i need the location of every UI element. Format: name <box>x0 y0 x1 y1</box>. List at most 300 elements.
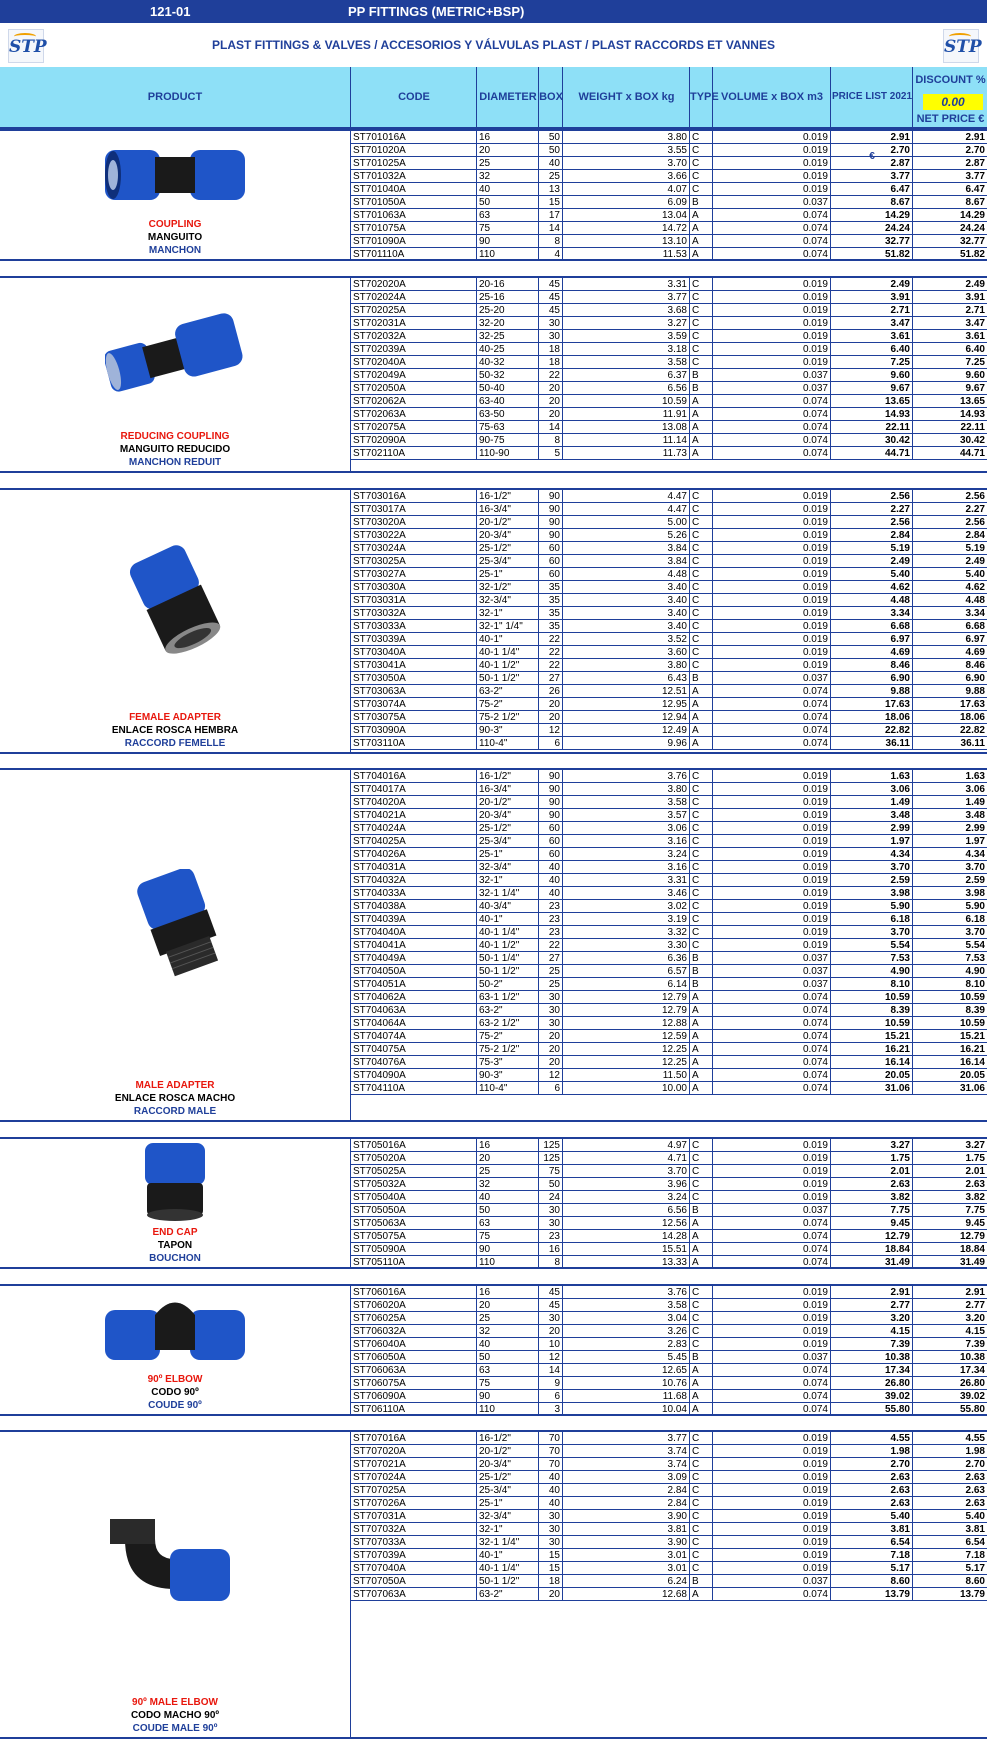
cell-diameter: 40 <box>476 1191 538 1204</box>
cell-diameter: 20 <box>476 144 538 157</box>
cell-net-price: 5.40 <box>912 568 987 581</box>
cell-net-price: 4.69 <box>912 646 987 659</box>
cell-volume: 0.019 <box>712 330 830 343</box>
table-row <box>350 1043 987 1056</box>
cell-code: ST707024A <box>350 1471 476 1484</box>
cell-net-price: 8.10 <box>912 978 987 991</box>
cell-type: C <box>689 887 712 900</box>
cell-net-price: 7.53 <box>912 952 987 965</box>
col-weight: WEIGHT x BOX kg <box>562 67 690 127</box>
cell-type: A <box>689 447 712 460</box>
product-cell <box>0 1286 351 1414</box>
cell-price: 16.21 <box>830 1043 912 1056</box>
cell-net-price: 3.82 <box>912 1191 987 1204</box>
cell-volume: 0.037 <box>712 1204 830 1217</box>
cell-volume: 0.019 <box>712 356 830 369</box>
table-row <box>350 724 987 737</box>
cell-price: 2.63 <box>830 1471 912 1484</box>
cell-box: 15 <box>538 1549 562 1562</box>
cell-box: 4 <box>538 248 562 261</box>
cell-volume: 0.019 <box>712 809 830 822</box>
product-label-es: ENLACE ROSCA HEMBRA <box>111 725 239 736</box>
cell-weight: 3.26 <box>562 1325 689 1338</box>
cell-diameter: 75-2 1/2" <box>476 1043 538 1056</box>
cell-diameter: 20-3/4" <box>476 529 538 542</box>
table-row <box>350 1325 987 1338</box>
cell-volume: 0.074 <box>712 711 830 724</box>
cell-price: 17.34 <box>830 1364 912 1377</box>
catalog-code: 121-01 <box>150 4 191 19</box>
cell-price: 4.62 <box>830 581 912 594</box>
cell-weight: 3.40 <box>562 581 689 594</box>
cell-diameter: 32-1 1/4" <box>476 887 538 900</box>
cell-type: A <box>689 737 712 750</box>
cell-price: 2.70 <box>830 1458 912 1471</box>
male-adapter-image <box>105 869 245 984</box>
cell-weight: 3.46 <box>562 887 689 900</box>
cell-type: A <box>689 248 712 261</box>
cell-diameter: 75-2 1/2" <box>476 711 538 724</box>
cell-weight: 4.71 <box>562 1152 689 1165</box>
cell-price: 10.38 <box>830 1351 912 1364</box>
table-row <box>350 835 987 848</box>
cell-weight: 3.66 <box>562 170 689 183</box>
cell-price: 7.75 <box>830 1204 912 1217</box>
table-row <box>350 1484 987 1497</box>
cell-type: C <box>689 490 712 503</box>
table-row <box>350 607 987 620</box>
cell-net-price: 1.98 <box>912 1445 987 1458</box>
cell-volume: 0.074 <box>712 248 830 261</box>
cell-net-price: 13.79 <box>912 1588 987 1601</box>
cell-diameter: 32-3/4" <box>476 1510 538 1523</box>
cell-box: 125 <box>538 1139 562 1152</box>
cell-box: 22 <box>538 939 562 952</box>
cell-weight: 12.25 <box>562 1043 689 1056</box>
cell-net-price: 3.34 <box>912 607 987 620</box>
cell-code: ST704038A <box>350 900 476 913</box>
table-row <box>350 796 987 809</box>
cell-diameter: 63 <box>476 1217 538 1230</box>
cell-code: ST703040A <box>350 646 476 659</box>
cell-price: 10.59 <box>830 1017 912 1030</box>
cell-box: 10 <box>538 1338 562 1351</box>
cell-diameter: 25-20 <box>476 304 538 317</box>
cell-type: C <box>689 1152 712 1165</box>
cell-box: 75 <box>538 1165 562 1178</box>
cell-net-price: 6.40 <box>912 343 987 356</box>
cell-diameter: 63-50 <box>476 408 538 421</box>
cell-code: ST704040A <box>350 926 476 939</box>
table-row <box>350 659 987 672</box>
cell-diameter: 110 <box>476 1403 538 1416</box>
cell-weight: 11.73 <box>562 447 689 460</box>
cell-price: 44.71 <box>830 447 912 460</box>
cell-code: ST704039A <box>350 913 476 926</box>
cell-type: C <box>689 1510 712 1523</box>
cell-weight: 4.97 <box>562 1139 689 1152</box>
cell-price: 3.47 <box>830 317 912 330</box>
table-row <box>350 1230 987 1243</box>
cell-price: 3.34 <box>830 607 912 620</box>
cell-code: ST703017A <box>350 503 476 516</box>
cell-net-price: 4.62 <box>912 581 987 594</box>
cell-box: 25 <box>538 965 562 978</box>
cell-box: 12 <box>538 724 562 737</box>
cell-type: B <box>689 196 712 209</box>
product-label-es: CODO 90º <box>151 1387 199 1398</box>
table-row <box>350 490 987 503</box>
cell-diameter: 32 <box>476 170 538 183</box>
cell-code: ST701016A <box>350 131 476 144</box>
table-row <box>350 874 987 887</box>
cell-code: ST705050A <box>350 1204 476 1217</box>
table-row <box>350 542 987 555</box>
cell-volume: 0.074 <box>712 408 830 421</box>
cell-weight: 6.36 <box>562 952 689 965</box>
cell-type: C <box>689 330 712 343</box>
cell-box: 3 <box>538 1403 562 1416</box>
cell-price: 6.47 <box>830 183 912 196</box>
cell-net-price: 5.17 <box>912 1562 987 1575</box>
cell-price: 2.91 <box>830 1286 912 1299</box>
cell-net-price: 7.39 <box>912 1338 987 1351</box>
cell-weight: 3.24 <box>562 848 689 861</box>
cell-net-price: 17.34 <box>912 1364 987 1377</box>
cell-net-price: 4.34 <box>912 848 987 861</box>
product-label-en: MALE ADAPTER <box>135 1080 215 1091</box>
table-row <box>350 633 987 646</box>
cell-price: 8.46 <box>830 659 912 672</box>
cell-price: 6.97 <box>830 633 912 646</box>
cell-box: 50 <box>538 144 562 157</box>
cell-price: 31.06 <box>830 1082 912 1095</box>
cell-weight: 10.04 <box>562 1403 689 1416</box>
cell-price: 6.54 <box>830 1536 912 1549</box>
cell-code: ST704017A <box>350 783 476 796</box>
cell-diameter: 63 <box>476 209 538 222</box>
cell-type: A <box>689 434 712 447</box>
cell-type: C <box>689 900 712 913</box>
cell-volume: 0.074 <box>712 724 830 737</box>
cell-price: 39.02 <box>830 1390 912 1403</box>
cell-box: 27 <box>538 672 562 685</box>
cell-weight: 3.84 <box>562 555 689 568</box>
cell-type: A <box>689 1082 712 1095</box>
cell-code: ST702090A <box>350 434 476 447</box>
cell-volume: 0.019 <box>712 796 830 809</box>
cell-box: 27 <box>538 952 562 965</box>
cell-price: 3.98 <box>830 887 912 900</box>
cell-box: 35 <box>538 581 562 594</box>
cell-net-price: 3.81 <box>912 1523 987 1536</box>
cell-code: ST705090A <box>350 1243 476 1256</box>
cell-box: 45 <box>538 1286 562 1299</box>
cell-weight: 12.79 <box>562 1004 689 1017</box>
cell-box: 17 <box>538 209 562 222</box>
cell-volume: 0.037 <box>712 369 830 382</box>
table-row <box>350 965 987 978</box>
cell-code: ST702063A <box>350 408 476 421</box>
cell-price: 17.63 <box>830 698 912 711</box>
cell-volume: 0.019 <box>712 926 830 939</box>
cell-type: B <box>689 965 712 978</box>
cell-type: C <box>689 356 712 369</box>
cell-code: ST706032A <box>350 1325 476 1338</box>
cell-volume: 0.019 <box>712 581 830 594</box>
table-row <box>350 1403 987 1416</box>
cell-price: 7.25 <box>830 356 912 369</box>
cell-net-price: 2.91 <box>912 131 987 144</box>
cell-diameter: 32-1/2" <box>476 581 538 594</box>
table-row <box>350 1017 987 1030</box>
cell-price: 1.97 <box>830 835 912 848</box>
cell-diameter: 40-1 1/2" <box>476 939 538 952</box>
cell-volume: 0.074 <box>712 1217 830 1230</box>
cell-diameter: 40-32 <box>476 356 538 369</box>
product-label-fr: MANCHON <box>148 245 202 256</box>
cell-diameter: 20-3/4" <box>476 1458 538 1471</box>
cell-code: ST707032A <box>350 1523 476 1536</box>
cell-box: 40 <box>538 1484 562 1497</box>
cell-volume: 0.037 <box>712 196 830 209</box>
cell-volume: 0.074 <box>712 1403 830 1416</box>
female-adapter-image <box>105 545 245 660</box>
cell-type: B <box>689 369 712 382</box>
cell-box: 20 <box>538 1325 562 1338</box>
cell-box: 40 <box>538 874 562 887</box>
product-cell <box>0 1432 351 1737</box>
cell-diameter: 110 <box>476 248 538 261</box>
cell-weight: 12.25 <box>562 1056 689 1069</box>
product-label-en: FEMALE ADAPTER <box>129 712 221 723</box>
cell-box: 60 <box>538 568 562 581</box>
cell-type: A <box>689 1043 712 1056</box>
cell-type: C <box>689 581 712 594</box>
cell-box: 60 <box>538 822 562 835</box>
cell-box: 30 <box>538 1004 562 1017</box>
cell-volume: 0.019 <box>712 646 830 659</box>
cell-net-price: 3.20 <box>912 1312 987 1325</box>
net-price-label: NET PRICE € <box>916 113 985 125</box>
cell-code: ST703110A <box>350 737 476 750</box>
subtitle-bar <box>0 23 987 69</box>
stp-logo-right: STP <box>943 29 979 63</box>
cell-price: 4.69 <box>830 646 912 659</box>
cell-type: A <box>689 711 712 724</box>
cell-diameter: 25 <box>476 157 538 170</box>
cell-box: 20 <box>538 1043 562 1056</box>
cell-code: ST703074A <box>350 698 476 711</box>
col-diameter: DIAMETER <box>476 67 539 127</box>
cell-net-price: 22.82 <box>912 724 987 737</box>
table-row <box>350 317 987 330</box>
cell-type: C <box>689 913 712 926</box>
cell-weight: 3.30 <box>562 939 689 952</box>
cell-net-price: 30.42 <box>912 434 987 447</box>
cell-net-price: 6.47 <box>912 183 987 196</box>
cell-code: ST705020A <box>350 1152 476 1165</box>
cell-diameter: 63-2 1/2" <box>476 1017 538 1030</box>
cell-type: C <box>689 594 712 607</box>
cell-weight: 3.74 <box>562 1458 689 1471</box>
cell-price: 13.65 <box>830 395 912 408</box>
cell-diameter: 25-1" <box>476 848 538 861</box>
cell-net-price: 9.67 <box>912 382 987 395</box>
cell-box: 6 <box>538 1082 562 1095</box>
cell-code: ST704051A <box>350 978 476 991</box>
table-row <box>350 1549 987 1562</box>
cell-box: 90 <box>538 783 562 796</box>
cell-diameter: 75-63 <box>476 421 538 434</box>
cell-weight: 12.56 <box>562 1217 689 1230</box>
cell-weight: 3.31 <box>562 874 689 887</box>
cell-code: ST706050A <box>350 1351 476 1364</box>
cell-box: 45 <box>538 304 562 317</box>
cell-code: ST707040A <box>350 1562 476 1575</box>
cell-price: 30.42 <box>830 434 912 447</box>
table-row <box>350 1390 987 1403</box>
cell-price: 3.77 <box>830 170 912 183</box>
cell-price: 2.99 <box>830 822 912 835</box>
cell-diameter: 40-1" <box>476 633 538 646</box>
cell-box: 125 <box>538 1152 562 1165</box>
cell-net-price: 22.11 <box>912 421 987 434</box>
cell-box: 22 <box>538 633 562 646</box>
cell-volume: 0.074 <box>712 1043 830 1056</box>
cell-type: C <box>689 278 712 291</box>
cell-net-price: 16.21 <box>912 1043 987 1056</box>
cell-price: 5.40 <box>830 568 912 581</box>
cell-volume: 0.074 <box>712 1364 830 1377</box>
table-row <box>350 848 987 861</box>
cell-volume: 0.019 <box>712 555 830 568</box>
cell-volume: 0.037 <box>712 965 830 978</box>
cell-diameter: 63-2" <box>476 1588 538 1601</box>
reducing-coupling-image <box>105 309 245 404</box>
table-row <box>350 913 987 926</box>
cell-price: 18.84 <box>830 1243 912 1256</box>
cell-weight: 13.08 <box>562 421 689 434</box>
cell-type: C <box>689 1338 712 1351</box>
cell-box: 35 <box>538 620 562 633</box>
cell-volume: 0.074 <box>712 222 830 235</box>
cell-type: A <box>689 1004 712 1017</box>
cell-type: C <box>689 183 712 196</box>
cell-box: 14 <box>538 1364 562 1377</box>
cell-code: ST704064A <box>350 1017 476 1030</box>
elbow-image <box>105 1290 245 1375</box>
cell-diameter: 16-1/2" <box>476 1432 538 1445</box>
cell-box: 23 <box>538 900 562 913</box>
cell-volume: 0.074 <box>712 1082 830 1095</box>
table-row <box>350 1536 987 1549</box>
cell-type: C <box>689 1165 712 1178</box>
cell-price: 10.59 <box>830 991 912 1004</box>
cell-weight: 11.68 <box>562 1390 689 1403</box>
cell-code: ST705040A <box>350 1191 476 1204</box>
cell-price: 1.49 <box>830 796 912 809</box>
cell-volume: 0.019 <box>712 594 830 607</box>
cell-weight: 3.16 <box>562 835 689 848</box>
cell-price: 14.29 <box>830 209 912 222</box>
product-label-fr: COUDE 90º <box>148 1400 202 1411</box>
cell-price: 14.93 <box>830 408 912 421</box>
cell-net-price: 2.27 <box>912 503 987 516</box>
cell-volume: 0.019 <box>712 848 830 861</box>
cell-net-price: 7.75 <box>912 1204 987 1217</box>
cell-volume: 0.019 <box>712 887 830 900</box>
cell-price: 2.49 <box>830 278 912 291</box>
cell-price: 5.17 <box>830 1562 912 1575</box>
cell-type: C <box>689 1286 712 1299</box>
cell-type: C <box>689 131 712 144</box>
table-row <box>350 900 987 913</box>
cell-volume: 0.019 <box>712 1536 830 1549</box>
cell-diameter: 50-1 1/2" <box>476 965 538 978</box>
cell-price: 2.84 <box>830 529 912 542</box>
cell-net-price: 2.63 <box>912 1471 987 1484</box>
cell-code: ST703063A <box>350 685 476 698</box>
cell-weight: 2.84 <box>562 1497 689 1510</box>
cell-net-price: 6.68 <box>912 620 987 633</box>
cell-net-price: 2.01 <box>912 1165 987 1178</box>
cell-code: ST706110A <box>350 1403 476 1416</box>
table-row <box>350 369 987 382</box>
cell-weight: 12.94 <box>562 711 689 724</box>
cell-volume: 0.019 <box>712 317 830 330</box>
cell-code: ST705110A <box>350 1256 476 1269</box>
cell-volume: 0.019 <box>712 304 830 317</box>
cell-weight: 3.06 <box>562 822 689 835</box>
cell-volume: 0.037 <box>712 382 830 395</box>
cell-net-price: 36.11 <box>912 737 987 750</box>
cell-diameter: 32-1" <box>476 874 538 887</box>
cell-diameter: 50 <box>476 1204 538 1217</box>
table-row <box>350 1575 987 1588</box>
cell-net-price: 8.67 <box>912 196 987 209</box>
cell-weight: 12.49 <box>562 724 689 737</box>
cell-net-price: 51.82 <box>912 248 987 261</box>
cell-price: 3.61 <box>830 330 912 343</box>
cell-volume: 0.019 <box>712 900 830 913</box>
discount-input[interactable]: 0.00 <box>923 94 983 110</box>
cell-weight: 6.37 <box>562 369 689 382</box>
table-row <box>350 672 987 685</box>
cell-weight: 3.60 <box>562 646 689 659</box>
cell-code: ST701110A <box>350 248 476 261</box>
product-section <box>0 1137 987 1269</box>
table-row <box>350 952 987 965</box>
cell-volume: 0.019 <box>712 1286 830 1299</box>
product-label-fr: RACCORD FEMELLE <box>124 738 226 749</box>
cell-code: ST703041A <box>350 659 476 672</box>
cell-price: 1.63 <box>830 770 912 783</box>
cell-net-price: 6.90 <box>912 672 987 685</box>
cell-volume: 0.074 <box>712 1030 830 1043</box>
cell-box: 23 <box>538 926 562 939</box>
cell-weight: 3.59 <box>562 330 689 343</box>
cell-box: 9 <box>538 1377 562 1390</box>
cell-box: 90 <box>538 490 562 503</box>
product-label-en: END CAP <box>152 1227 198 1238</box>
cell-type: A <box>689 1390 712 1403</box>
cell-weight: 6.14 <box>562 978 689 991</box>
cell-box: 8 <box>538 434 562 447</box>
cell-price: 4.34 <box>830 848 912 861</box>
cell-code: ST704050A <box>350 965 476 978</box>
cell-box: 18 <box>538 1575 562 1588</box>
